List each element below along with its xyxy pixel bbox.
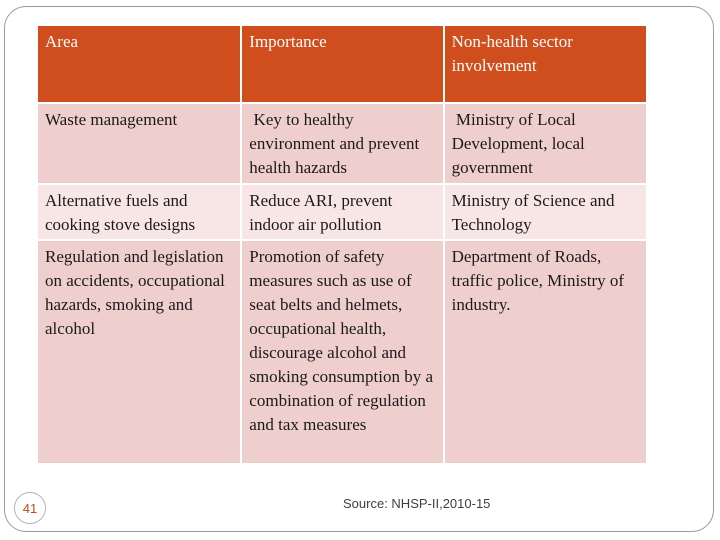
table-cell-area: Regulation and legislation on accidents, occupational hazards, smoking and alcohol xyxy=(38,241,240,463)
header-area: Area xyxy=(38,26,240,102)
table-cell-area: Waste management xyxy=(38,104,240,183)
table-cell-importance: Key to healthy environment and prevent health hazards xyxy=(242,104,442,183)
header-non-health-sector: Non-health sector involvement xyxy=(445,26,646,102)
source-citation: Source: NHSP-II,2010-15 xyxy=(343,496,491,511)
table-row xyxy=(38,185,646,239)
table-cell-involvement: Ministry of Science and Technology xyxy=(445,185,646,239)
content-table xyxy=(36,24,648,465)
table-row xyxy=(38,104,646,183)
table-cell-importance: Reduce ARI, prevent indoor air pollution xyxy=(242,185,442,239)
table-cell-importance: Promotion of safety measures such as use of seat belts and helmets, occupational health, discourage alcohol and smoking consumption by a combination of regulation and tax measures xyxy=(242,241,442,463)
page-number: 41 xyxy=(14,492,46,524)
table-cell-area: Alternative fuels and cooking stove designs xyxy=(38,185,240,239)
table-cell-involvement: Ministry of Local Development, local government xyxy=(445,104,646,183)
header-importance: Importance xyxy=(242,26,442,102)
table-header-row xyxy=(38,26,646,102)
table-cell-involvement: Department of Roads, traffic police, Ministry of industry. xyxy=(445,241,646,463)
table-row xyxy=(38,241,646,463)
